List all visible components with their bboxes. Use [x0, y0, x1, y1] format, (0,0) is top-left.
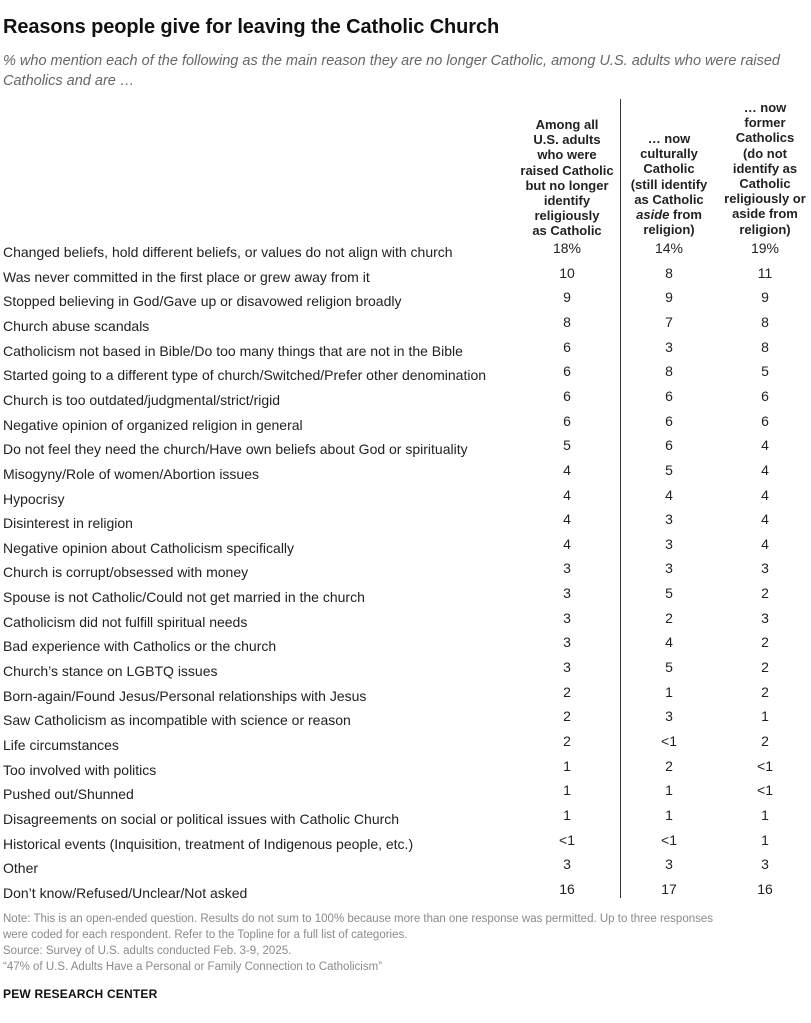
cell-value: <1	[559, 831, 575, 848]
table-row	[0, 537, 811, 562]
cell-value: 9	[563, 289, 571, 306]
cell-value: 2	[563, 733, 571, 749]
row-label: Misogyny/Role of women/Abortion issues	[3, 465, 260, 482]
row-label: Was never committed in the first place or grew away from it	[3, 268, 370, 285]
cell-value: 5	[665, 585, 673, 602]
table-row	[0, 561, 811, 586]
cell-value: 1	[665, 806, 673, 823]
cell-value: 3	[665, 338, 673, 355]
table-row	[0, 586, 811, 611]
row-label: Hypocrisy	[3, 490, 65, 507]
column-header-line: U.S. adults	[533, 132, 601, 148]
cell-value: 2	[761, 683, 769, 700]
cell-value: 2	[761, 634, 769, 651]
column-header-line: Catholic	[643, 161, 695, 177]
table-row	[0, 389, 811, 414]
cell-value: 5	[665, 659, 673, 676]
cell-value: 2	[665, 757, 673, 774]
table-row	[0, 882, 811, 907]
column-header-line: religiously	[534, 208, 600, 224]
table-row	[0, 833, 811, 858]
row-label: Church is corrupt/obsessed with money	[3, 564, 249, 581]
cell-value: 4	[761, 511, 769, 528]
row-label: Life circumstances	[3, 737, 119, 753]
table-row	[0, 685, 811, 710]
table-row	[0, 488, 811, 513]
row-label: Negative opinion about Catholicism specifically	[3, 539, 295, 556]
cell-value: 3	[761, 856, 769, 873]
table-row	[0, 414, 811, 439]
row-label: Disinterest in religion	[3, 515, 133, 532]
row-label: Negative opinion of organized religion in general	[3, 416, 303, 433]
table-row	[0, 364, 811, 389]
table-row	[0, 635, 811, 660]
table-row	[0, 512, 811, 537]
note-line: were coded for each respondent. Refer to the Topline for a full list of categories.	[3, 929, 408, 941]
table-row	[0, 340, 811, 365]
cell-value: 2	[665, 609, 673, 626]
column-header-line: but no longer	[525, 177, 609, 193]
column-header-line: as Catholic	[634, 191, 704, 207]
row-label: Church abuse scandals	[3, 317, 150, 334]
cell-value: 2	[761, 659, 769, 676]
cell-value: <1	[661, 831, 677, 848]
cell-value: 16	[757, 880, 773, 897]
cell-value: 6	[563, 338, 571, 355]
row-label: Changed beliefs, hold different beliefs, or values do not align with church	[3, 244, 453, 260]
cell-value: 1	[665, 683, 673, 700]
cell-value: 4	[665, 486, 673, 503]
table-row	[0, 857, 811, 882]
row-label: Church is too outdated/judgmental/strict/rigid	[3, 391, 281, 408]
table-row	[0, 266, 811, 291]
row-label: Church’s stance on LGBTQ issues	[3, 663, 218, 680]
chart-title: Reasons people give for leaving the Catholic Church	[3, 16, 500, 38]
column-header-line: (still identify	[630, 176, 708, 192]
column-header-line: aside from	[732, 206, 798, 222]
cell-value: 6	[563, 363, 571, 380]
cell-value: 1	[665, 782, 673, 799]
report-title-line: “47% of U.S. Adults Have a Personal or Family Connection to Catholicism”	[3, 961, 383, 973]
cell-value: 3	[563, 634, 571, 651]
table-row	[0, 759, 811, 784]
row-label: Stopped believing in God/Gave up or disavowed religion broadly	[3, 293, 402, 310]
cell-value: 6	[761, 412, 769, 429]
cell-value: 3	[665, 535, 673, 552]
cell-value: 16	[559, 880, 575, 897]
cell-value: 14%	[654, 240, 684, 256]
row-label: Saw Catholicism as incompatible with science or reason	[3, 712, 351, 729]
cell-value: 3	[665, 856, 673, 873]
column-header-line: religion)	[643, 222, 695, 238]
cell-value: <1	[757, 757, 773, 774]
cell-value: 1	[761, 831, 769, 848]
cell-value: 3	[563, 609, 571, 626]
cell-value: 4	[563, 535, 571, 552]
cell-value: 6	[665, 387, 673, 404]
column-header-line: … now	[647, 131, 691, 146]
cell-value: 1	[761, 708, 769, 725]
chart-subtitle: % who mention each of the following as the main reason they are no longer Catholic, among U.S. adults who were raised Catholics and are …	[3, 53, 780, 89]
column-header-line: … now	[743, 100, 787, 115]
table-row	[0, 660, 811, 685]
row-label: Born-again/Found Jesus/Personal relationships with Jesus	[3, 687, 367, 704]
row-label: Started going to a different type of church/Switched/Prefer other denomination	[3, 367, 487, 384]
cell-value: 3	[665, 511, 673, 528]
cell-value: 2	[563, 708, 571, 725]
table-row	[0, 783, 811, 808]
cell-value: 6	[665, 437, 673, 454]
row-label: Do not feel they need the church/Have own beliefs about God or spirituality	[3, 441, 468, 458]
footnotes	[3, 911, 808, 975]
column-header-line: religiously or	[724, 191, 806, 207]
table-row	[0, 808, 811, 833]
cell-value: 3	[761, 609, 769, 626]
column-header-line: (do not	[742, 145, 788, 161]
cell-value: 8	[665, 264, 673, 281]
table-row	[0, 315, 811, 340]
cell-value: 4	[563, 461, 571, 478]
column-header-line: culturally	[640, 146, 698, 162]
cell-value: 3	[761, 560, 769, 577]
table-row	[0, 438, 811, 463]
cell-value: 11	[757, 264, 773, 281]
table-row	[0, 290, 811, 315]
row-label: Don’t know/Refused/Unclear/Not asked	[3, 884, 248, 901]
cell-value: 6	[563, 412, 571, 429]
column-header-line: Catholics	[735, 130, 795, 146]
cell-value: 4	[563, 486, 571, 503]
cell-value: 10	[559, 264, 575, 281]
cell-value: <1	[757, 782, 773, 799]
cell-value: 4	[563, 511, 571, 528]
cell-value: 9	[761, 289, 769, 306]
column-header-line: as Catholic	[532, 223, 602, 239]
column-header-line: Among all	[535, 117, 599, 132]
row-label: Historical events (Inquisition, treatment of Indigenous people, etc.)	[3, 835, 414, 852]
row-label: Spouse is not Catholic/Could not get married in the church	[3, 589, 365, 606]
cell-value: 8	[665, 363, 673, 380]
column-header-line: former	[744, 115, 786, 131]
note-line: Note: This is an open-ended question. Results do not sum to 100% because more than one response was permitted. Up to three responses	[3, 913, 714, 925]
source-line: Source: Survey of U.S. adults conducted Feb. 3-9, 2025.	[3, 945, 292, 957]
table-row	[0, 611, 811, 636]
column-header-culturally-catholic	[619, 131, 719, 237]
column-header-all-former	[517, 117, 617, 239]
cell-value: 6	[761, 387, 769, 404]
cell-value: 8	[563, 313, 571, 330]
cell-value: 18%	[552, 240, 582, 256]
cell-value: <1	[661, 733, 677, 749]
cell-value: 1	[563, 806, 571, 823]
cell-value: 7	[665, 313, 673, 330]
table-row	[0, 241, 811, 266]
table-row	[0, 709, 811, 734]
cell-value: 4	[761, 486, 769, 503]
row-label: Disagreements on social or political issues with Catholic Church	[3, 810, 400, 827]
cell-value: 3	[563, 856, 571, 873]
cell-value: 6	[563, 387, 571, 404]
row-label: Other	[3, 860, 39, 877]
cell-value: 8	[761, 313, 769, 330]
cell-value: 3	[563, 659, 571, 676]
row-label: Catholicism did not fulfill spiritual needs	[3, 613, 248, 630]
cell-value: 4	[761, 461, 769, 478]
cell-value: 17	[661, 880, 677, 897]
cell-value: 3	[665, 708, 673, 725]
row-label: Bad experience with Catholics or the church	[3, 638, 277, 655]
cell-value: 3	[563, 560, 571, 577]
cell-value: 2	[761, 585, 769, 602]
cell-value: 2	[761, 733, 769, 749]
table-row	[0, 734, 811, 759]
cell-value: 5	[761, 363, 769, 380]
cell-value: 4	[665, 634, 673, 651]
cell-value: 4	[761, 535, 769, 552]
cell-value: 3	[563, 585, 571, 602]
cell-value: 3	[665, 560, 673, 577]
column-header-line: identify	[543, 193, 591, 209]
row-label: Pushed out/Shunned	[3, 786, 134, 803]
column-header-line: Catholic	[739, 176, 791, 192]
cell-value: 9	[665, 289, 673, 306]
cell-value: 1	[563, 757, 571, 774]
cell-value: 4	[761, 437, 769, 454]
pew-logo: PEW RESEARCH CENTER	[3, 987, 158, 1001]
cell-value: 2	[563, 683, 571, 700]
column-header-line: who were	[537, 147, 597, 163]
cell-value: 19%	[750, 240, 780, 256]
row-label: Catholicism not based in Bible/Do too many things that are not in the Bible	[3, 342, 463, 359]
cell-value: 5	[563, 437, 571, 454]
column-header-former-catholics	[715, 100, 811, 237]
column-header-line: aside from	[636, 207, 702, 223]
cell-value: 6	[665, 412, 673, 429]
column-header-line: identify as	[732, 160, 798, 176]
row-label: Too involved with politics	[3, 761, 157, 778]
column-header-line: raised Catholic	[520, 162, 614, 178]
table-row	[0, 463, 811, 488]
cell-value: 5	[665, 461, 673, 478]
cell-value: 8	[761, 338, 769, 355]
column-header-line: religion)	[739, 221, 791, 237]
cell-value: 1	[761, 806, 769, 823]
cell-value: 1	[563, 782, 571, 799]
